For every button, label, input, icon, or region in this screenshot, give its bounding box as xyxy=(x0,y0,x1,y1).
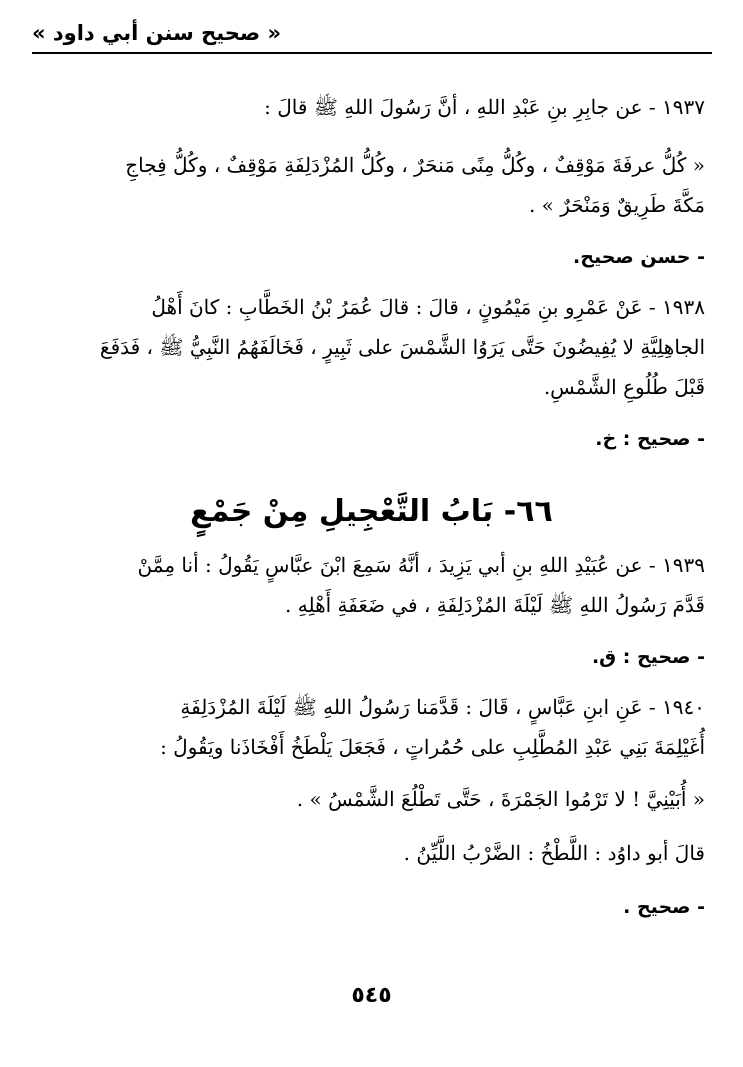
hadith-1939-line-2: قَدَّمَ رَسُولُ اللهِ ﷺ لَيْلَةَ المُزْدَلِفَةِ ، في ضَعَفَةِ أَهْلِهِ . xyxy=(285,593,705,617)
hadith-1937-line-1: ١٩٣٧ - عن جابِرِ بنِ عَبْدِ اللهِ ، أنَّ رَسُولَ اللهِ ﷺ قالَ : xyxy=(264,95,705,119)
hadith-1937-grade: - حسن صحيح. xyxy=(573,246,705,268)
hadith-1939-grade: - صحيح : ق. xyxy=(591,646,705,668)
hadith-1937-line-2: « كُلُّ عرفَةَ مَوْقِفٌ ، وكُلُّ مِنًى مَنحَرٌ ، وكُلُّ المُزْدَلِفَةِ مَوْقِفٌ ، وكُلُّ فِجاجِ xyxy=(125,153,705,177)
hadith-1938-line-1: ١٩٣٨ - عَنْ عَمْرِو بنِ مَيْمُونٍ ، قالَ : قالَ عُمَرُ بْنُ الخَطَّابِ : كانَ أَهْلُ xyxy=(151,295,705,319)
running-header-title: « صحيح سنن أبي داود » xyxy=(32,21,282,45)
chapter-heading: ٦٦- بَابُ التَّعْجِيلِ مِنْ جَمْعٍ xyxy=(190,494,553,529)
hadith-1938-grade: - صحيح : خ. xyxy=(595,428,705,450)
hadith-1937-line-3: مَكَّةَ طَرِيقٌ وَمَنْحَرٌ » . xyxy=(528,193,705,217)
hadith-1940-grade: - صحيح . xyxy=(623,896,705,918)
hadith-1939-line-1: ١٩٣٩ - عن عُبَيْدِ اللهِ بنِ أبي يَزِيدَ ، أنَّهُ سَمِعَ ابْنَ عبَّاسٍ يَقُولُ : أنا مِمَّنْ xyxy=(137,553,705,577)
hadith-1940-line-1: ١٩٤٠ - عَنِ ابنِ عَبَّاسٍ ، قَالَ : قَدَّمَنا رَسُولُ اللهِ ﷺ لَيْلَةَ المُزْدَلِفَةِ xyxy=(180,695,705,719)
hadith-1938-line-3: قَبْلَ طُلُوعِ الشَّمْسِ. xyxy=(543,375,705,399)
hadith-1940-note: قالَ أبو داوُد : اللَّطْخُ : الضَّرْبُ اللَّيِّنُ . xyxy=(403,841,705,865)
hadith-1940-line-3: « أُبَيْنِيَّ ! لا تَرْمُوا الجَمْرَةَ ، حَتَّى تَطْلُعَ الشَّمْسُ » . xyxy=(296,787,705,811)
hadith-1940-line-2: أُغَيْلِمَةَ بَنِي عَبْدِ المُطَّلِبِ على حُمُراتٍ ، فَجَعَلَ يَلْطَخُ أَفْخَاذَنا ويَقُولُ : xyxy=(160,735,705,759)
hadith-1938-line-2: الجاهِلِيَّةِ لا يُفِيضُونَ حَتَّى يَرَوُا الشَّمْسَ على ثَبِيرٍ ، فَخَالَفَهُمُ النَّبِيُّ ﷺ ، فَدَفَعَ xyxy=(99,335,705,359)
header-divider xyxy=(32,52,712,54)
page-number: ٥٤٥ xyxy=(351,983,392,1008)
